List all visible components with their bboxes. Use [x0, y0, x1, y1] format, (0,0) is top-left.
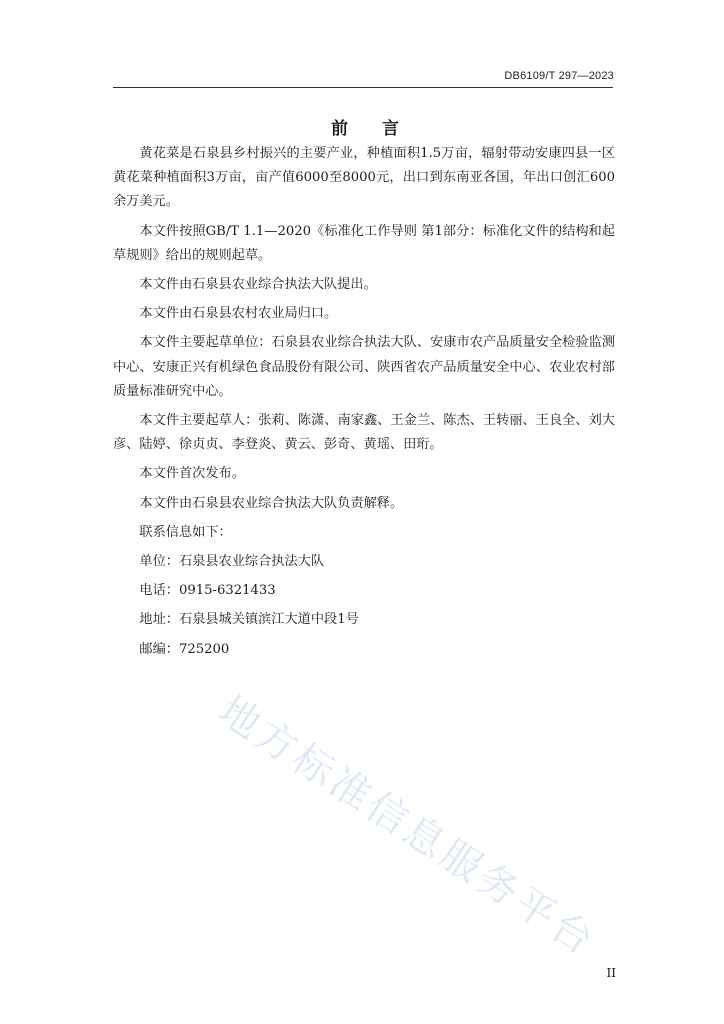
contact-postcode: 邮编：725200 [139, 641, 230, 657]
paragraph-first-release: 本文件首次发布。 [139, 466, 245, 482]
paragraph-contact-header: 联系信息如下： [139, 524, 232, 540]
paragraph-drafting-rules: 本文件按照GB/T 1.1—2020《标准化工作导则 第1部分：标准化文件的结构和起草规则》给出的规则起草。 [113, 223, 615, 263]
paragraph-drafting-units: 本文件主要起草单位：石泉县农业综合执法大队、安康市农产品质量安全检验监测中心、安康正兴有机绿色食品股份有限公司、陕西省农产品质量安全中心、农业农村部质量标准研究中心。 [113, 335, 615, 399]
paragraph-administrator: 本文件由石泉县农村农业局归口。 [139, 306, 338, 322]
foreword-body [113, 142, 615, 667]
document-code: DB6109/T 297—2023 [504, 70, 614, 82]
paragraph-drafters: 本文件主要起草人：张莉、陈潇、南家鑫、王金兰、陈杰、王转丽、王良全、刘大彦、陆婷、徐贞贞、李登炎、黄云、彭奇、黄瑶、田珩。 [113, 413, 615, 453]
paragraph-interpretation: 本文件由石泉县农业综合执法大队负责解释。 [139, 495, 404, 511]
paragraph-proposer: 本文件由石泉县农业综合执法大队提出。 [139, 277, 377, 293]
contact-unit: 单位：石泉县农业综合执法大队 [139, 554, 325, 570]
contact-address: 地址：石泉县城关镇滨江大道中段1号 [139, 612, 359, 628]
watermark: 地方标准信息服务平台 [210, 687, 605, 966]
contact-phone: 电话：0915-6321433 [139, 583, 276, 599]
paragraph-intro: 黄花菜是石泉县乡村振兴的主要产业，种植面积1.5万亩，辐射带动安康四县一区黄花菜种植面积3万亩，亩产值6000至8000元，出口到东南亚各国，年出口创汇600余万美元。 [113, 146, 615, 210]
page-number: II [606, 966, 616, 980]
section-title: 前 言 [331, 119, 413, 139]
header-divider [113, 87, 613, 88]
